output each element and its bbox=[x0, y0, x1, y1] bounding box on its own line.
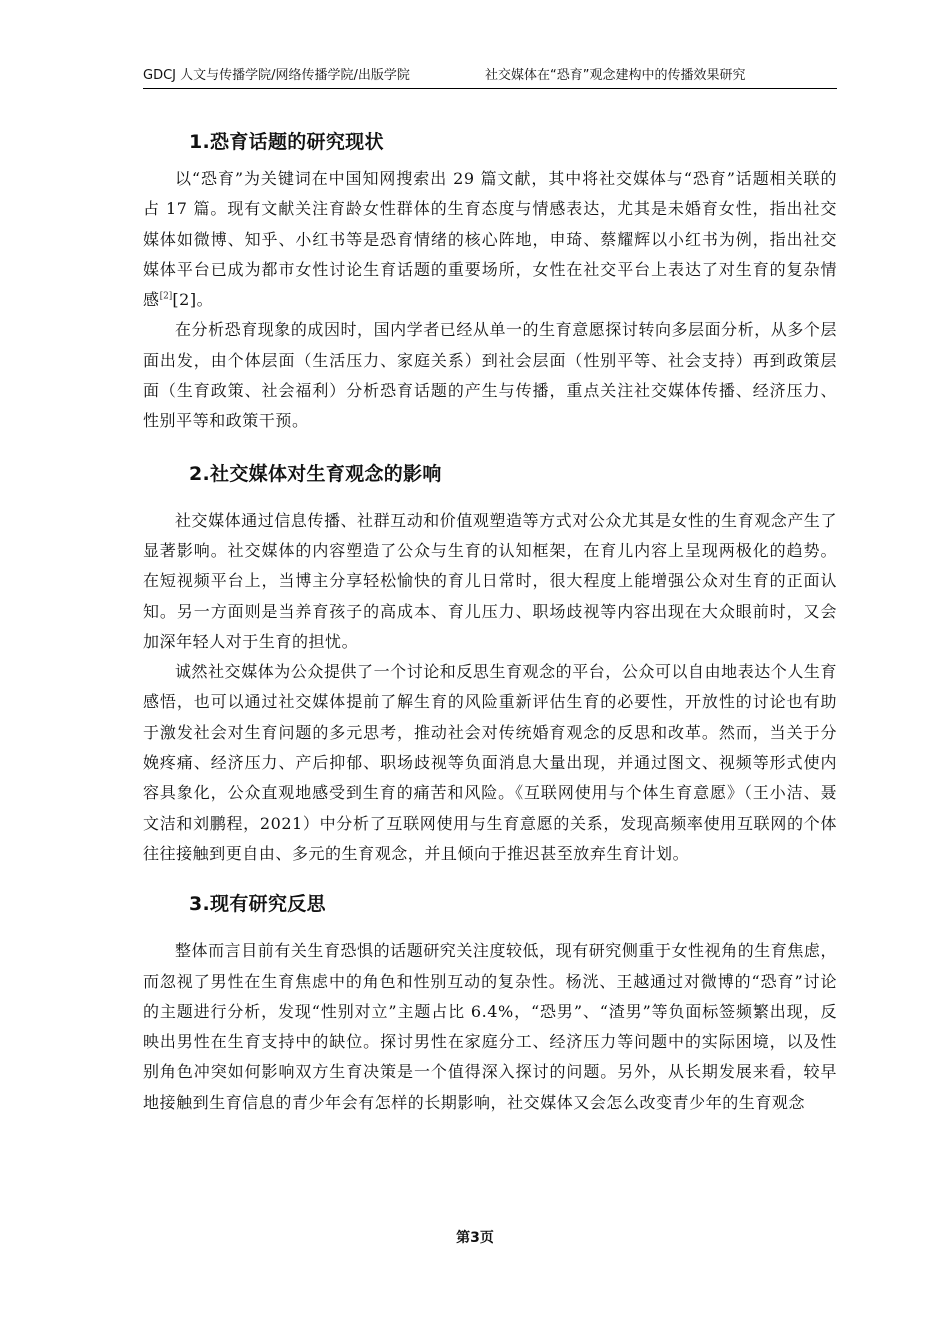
header-institution: GDCJ 人文与传播学院/网络传播学院/出版学院 bbox=[143, 68, 410, 83]
header-paper-title: 社交媒体在“恐育”观念建构中的传播效果研究 bbox=[485, 68, 746, 83]
section2-paragraph-1: 社交媒体通过信息传播、社群互动和价值观塑造等方式对公众尤其是女性的生育观念产生了显著影响。社交媒体的内容塑造了公众与生育的认知框架，在育儿内容上呈现两极化的趋势。在短视频平台上，当博主分享轻松愉快的育儿日常时，很大程度上能增强公众对生育的正面认知。另一方面则是当养育孩子的高成本、育儿压力、职场歧视等内容出现在大众眼前时，又会加深年轻人对于生育的担忧。 bbox=[143, 510, 838, 651]
page-header bbox=[143, 66, 837, 89]
page-number: 第3页 bbox=[456, 1230, 494, 1246]
section1-paragraph-1-text: 以“恐育”为关键词在中国知网搜索出 29 篇文献，其中将社交媒体与“恐育”话题相关联的占 17 篇。现有文献关注育龄女性群体的生育态度与情感表达，尤其是未婚育女性，指出社交媒体如微博、知乎、小红书等是恐育情绪的核心阵地，申琦、蔡耀辉以小红书为例，指出社交媒体平台已成为都市女性讨论生育话题的重要场所，女性在社交平台上表达了对生育的复杂情感 bbox=[143, 169, 837, 310]
section-heading-1: 1.恐育话题的研究现状 bbox=[189, 131, 384, 153]
section2-paragraph-2: 诚然社交媒体为公众提供了一个讨论和反思生育观念的平台，公众可以自由地表达个人生育感悟，也可以通过社交媒体提前了解生育的风险重新评估生育的必要性，开放性的讨论也有助于激发社会对生育问题的多元思考，推动社会对传统婚育观念的反思和改革。然而，当关于分娩疼痛、经济压力、产后抑郁、职场歧视等负面消息大量出现，并通过图文、视频等形式使内容具象化，公众直观地感受到生育的痛苦和风险。《互联网使用与个体生育意愿》（王小洁、聂文洁和刘鹏程，2021）中分析了互联网使用与生育意愿的关系，发现高频率使用互联网的个体往往接触到更自由、多元的生育观念，并且倾向于推迟甚至放弃生育计划。 bbox=[143, 662, 838, 863]
citation-superscript: [2] bbox=[159, 291, 173, 302]
section-heading-3: 3.现有研究反思 bbox=[189, 893, 326, 916]
section1-paragraph-1 bbox=[143, 164, 837, 315]
section1-paragraph-2: 在分析恐育现象的成因时，国内学者已经从单一的生育意愿探讨转向多层面分析，从多个层面出发，由个体层面（生活压力、家庭关系）到社会层面（性别平等、社会支持）再到政策层面（生育政策、社会福利）分析恐育话题的产生与传播，重点关注社交媒体传播、经济压力、性别平等和政策干预。 bbox=[143, 320, 838, 431]
section-heading-2: 2.社交媒体对生育观念的影响 bbox=[189, 462, 442, 485]
section1-paragraph-1-end: [2]。 bbox=[172, 290, 214, 310]
document-body bbox=[143, 112, 837, 1118]
section3-paragraph-1: 整体而言目前有关生育恐惧的话题研究关注度较低，现有研究侧重于女性视角的生育焦虑，而忽视了男性在生育焦虑中的角色和性别互动的复杂性。杨洸、王越通过对微博的“恐育”讨论的主题进行分析，发现“性别对立”主题占比 6.4%，“恐男”、“渣男”等负面标签频繁出现，反映出男性在生育支持中的缺位。探讨男性在家庭分工、经济压力等问题中的实际困境，以及性别角色冲突如何影响双方生育决策是一个值得深入探讨的问题。另外，从长期发展来看，较早地接触到生育信息的青少年会有怎样的长期影响，社交媒体又会怎么改变青少年的生育观念 bbox=[143, 941, 838, 1112]
